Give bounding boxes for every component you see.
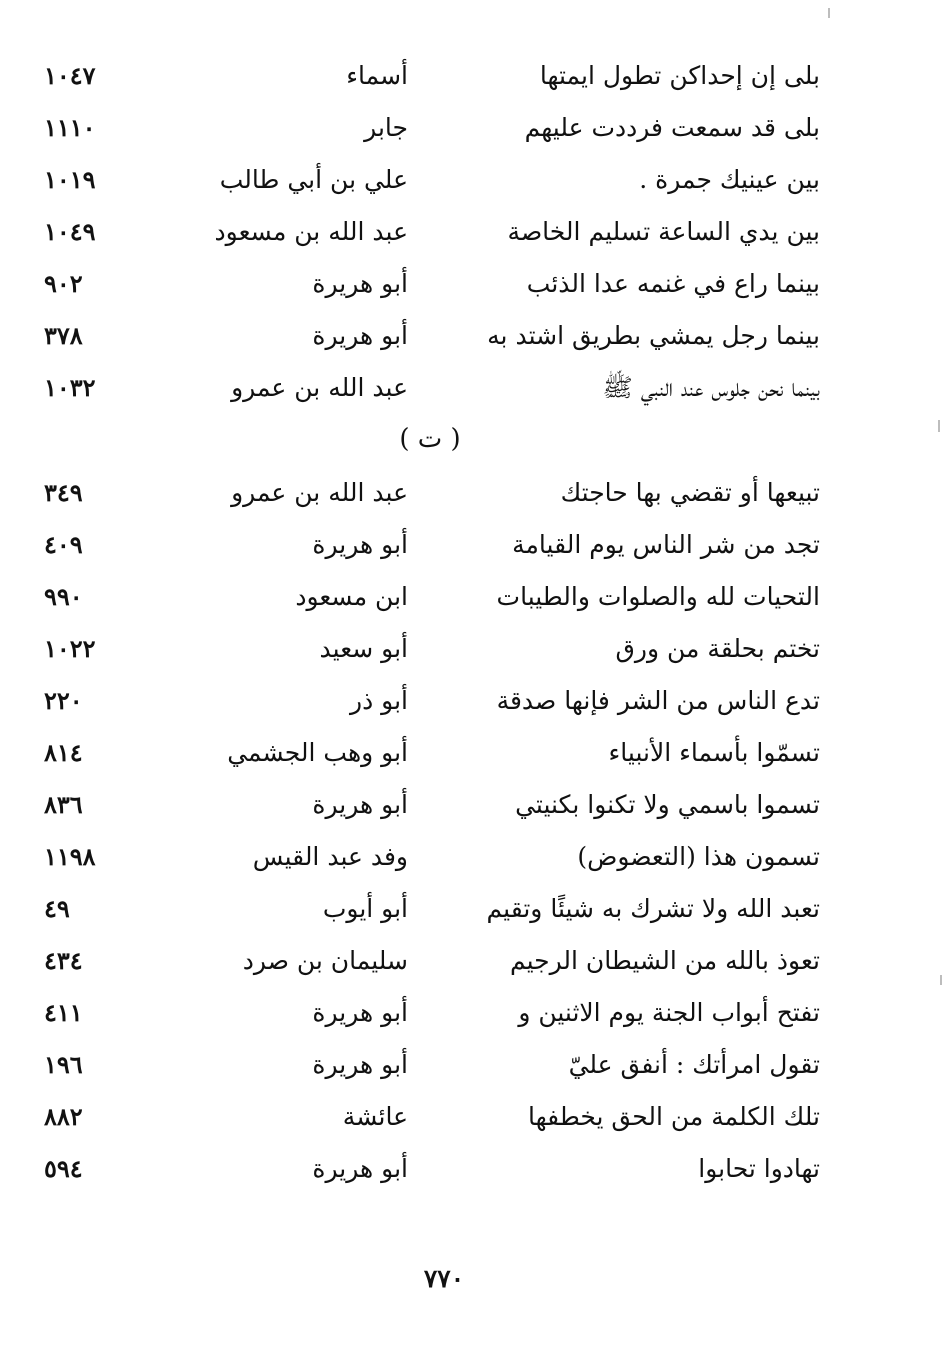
hadith-text: التحيات لله والصلوات والطيبات (496, 582, 820, 611)
hadith-number: ٨٨٢ (44, 1102, 83, 1131)
hadith-number: ٣٤٩ (44, 478, 83, 507)
index-entry (0, 578, 948, 630)
narrator-name: علي بن أبي طالب (219, 165, 408, 194)
hadith-number: ١٠١٩ (44, 165, 96, 194)
narrator-name: أبو هريرة (312, 998, 408, 1027)
narrator-name: أبو هريرة (312, 1050, 408, 1079)
hadith-text: تهادوا تحابوا (698, 1154, 820, 1183)
hadith-text: تختم بحلقة من ورق (615, 634, 820, 663)
hadith-text: تدع الناس من الشر فإنها صدقة (496, 686, 820, 715)
index-entry (0, 1150, 948, 1202)
hadith-number: ١١٩٨ (44, 842, 96, 871)
index-entry (0, 265, 948, 317)
hadith-text: تلك الكلمة من الحق يخطفها (528, 1102, 820, 1131)
index-entry (0, 109, 948, 161)
hadith-number: ٥٩٤ (44, 1154, 83, 1183)
index-entry (0, 474, 948, 526)
narrator-name: أبو هريرة (312, 321, 408, 350)
hadith-text: بينما نحن جلوس عند النبي ﷺ (602, 373, 820, 402)
index-entry (0, 161, 948, 213)
hadith-number: ١٠٤٧ (44, 61, 96, 90)
hadith-text: بينما رجل يمشي بطريق اشتد به (487, 321, 820, 350)
hadith-text: تجد من شر الناس يوم القيامة (512, 530, 820, 559)
hadith-text: تسمّوا بأسماء الأنبياء (608, 738, 820, 767)
hadith-number: ٤٩ (44, 894, 70, 923)
index-entry (0, 526, 948, 578)
index-entry (0, 57, 948, 109)
index-entry (0, 682, 948, 734)
narrator-name: عبد الله بن عمرو (231, 478, 408, 507)
hadith-number: ٩٠٢ (44, 269, 83, 298)
index-entry (0, 942, 948, 994)
hadith-number: ٤٠٩ (44, 530, 83, 559)
hadith-text: بين يدي الساعة تسليم الخاصة (507, 217, 820, 246)
narrator-name: أبو هريرة (312, 1154, 408, 1183)
index-entry (0, 994, 948, 1046)
hadith-number: ٩٩٠ (44, 582, 83, 611)
index-entry (0, 838, 948, 890)
hadith-number: ١٠٤٩ (44, 217, 96, 246)
narrator-name: أبو سعيد (319, 634, 408, 663)
hadith-text: تبيعها أو تقضي بها حاجتك (560, 478, 820, 507)
narrator-name: أبو ذر (350, 686, 408, 715)
hadith-text: تسموا باسمي ولا تكنوا بكنيتي (515, 790, 820, 819)
hadith-text: تعبد الله ولا تشرك به شيئًا وتقيم (486, 894, 820, 923)
hadith-text: بلى إن إحداكن تطول ايمتها (539, 61, 820, 90)
narrator-name: أبو هريرة (312, 790, 408, 819)
scan-mark (828, 8, 830, 18)
narrator-name: سليمان بن صرد (242, 946, 408, 975)
narrator-name: ابن مسعود (295, 582, 408, 611)
narrator-name: أبو وهب الجشمي (227, 738, 408, 767)
hadith-number: ١١١٠ (44, 113, 96, 142)
narrator-name: أبو هريرة (312, 269, 408, 298)
hadith-text: بين عينيك جمرة . (639, 165, 820, 194)
hadith-number: ٨١٤ (44, 738, 83, 767)
page-number: ٧٧٠ (423, 1264, 465, 1293)
hadith-text: تقول امرأتك : أنفق عليّ (568, 1050, 820, 1079)
narrator-name: عائشة (342, 1102, 408, 1131)
hadith-number: ٣٧٨ (44, 321, 83, 350)
scan-mark (938, 420, 940, 432)
hadith-text: تفتح أبواب الجنة يوم الاثنين و (518, 998, 820, 1027)
hadith-text: بينما راع في غنمه عدا الذئب (526, 269, 820, 298)
hadith-number: ٤١١ (44, 998, 83, 1027)
section-heading: ( ت ) (399, 424, 461, 454)
index-entry (0, 369, 948, 421)
narrator-name: أسماء (346, 61, 408, 90)
index-entry (0, 213, 948, 265)
hadith-number: ٨٣٦ (44, 790, 83, 819)
narrator-name: جابر (364, 113, 408, 142)
index-entry (0, 630, 948, 682)
hadith-text: تعوذ بالله من الشيطان الرجيم (509, 946, 820, 975)
index-entry (0, 734, 948, 786)
hadith-text: بلى قد سمعت فرددت عليهم (524, 113, 820, 142)
index-entry (0, 1046, 948, 1098)
hadith-number: ١٩٦ (44, 1050, 83, 1079)
narrator-name: أبو أيوب (322, 894, 408, 923)
narrator-name: أبو هريرة (312, 530, 408, 559)
hadith-number: ١٠٣٢ (44, 373, 96, 402)
index-entry (0, 786, 948, 838)
index-entry (0, 890, 948, 942)
narrator-name: عبد الله بن عمرو (231, 373, 408, 402)
narrator-name: وفد عبد القيس (252, 842, 408, 871)
hadith-number: ١٠٢٢ (44, 634, 96, 663)
narrator-name: عبد الله بن مسعود (214, 217, 408, 246)
hadith-text: تسمون هذا (التعضوض) (577, 842, 820, 871)
index-entry (0, 317, 948, 369)
hadith-number: ٢٢٠ (44, 686, 83, 715)
index-entry (0, 1098, 948, 1150)
hadith-number: ٤٣٤ (44, 946, 83, 975)
